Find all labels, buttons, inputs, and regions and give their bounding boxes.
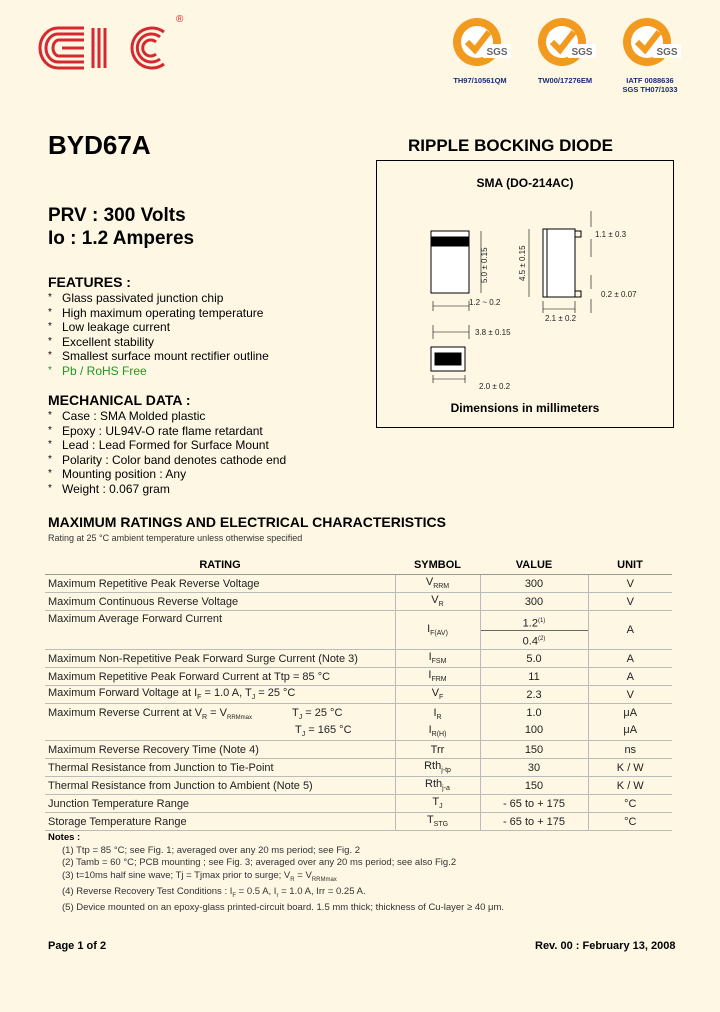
note-3: (3) t=10ms half sine wave; Tj = Tjmax prior to surge; $V_R = V_{RRMmax}$ xyxy=(62,869,337,883)
table-row: Maximum Reverse Recovery Time (Note 4) Trr 150 ns xyxy=(45,741,672,759)
list-item: * Case : SMA Molded plastic xyxy=(48,409,286,424)
table-row: Thermal Resistance from Junction to Tie-Point Rth$_{j-tp}$ 30 K / W xyxy=(45,759,672,777)
list-item: * Excellent stability xyxy=(48,335,269,350)
cert-code-2: TW00/17276EM xyxy=(537,76,593,85)
sgs-cert-icon xyxy=(447,14,513,74)
col-symbol: SYMBOL xyxy=(395,555,480,575)
list-item: * Low leakage current xyxy=(48,320,269,335)
package-outline-drawing xyxy=(377,161,673,427)
dim-overall-width: 3.8 ± 0.15 xyxy=(475,328,511,337)
col-value: VALUE xyxy=(480,555,588,575)
notes xyxy=(48,832,504,915)
table-row: Storage Temperature Range $T_{STG}$ - 65 to + 175 °C xyxy=(45,813,672,831)
cert-code-1: TH97/10561QM xyxy=(453,76,507,85)
list-item: * Smallest surface mount rectifier outline xyxy=(48,349,269,364)
dim-lead-thickness: 0.2 ± 0.07 xyxy=(601,290,637,299)
table-row: Maximum Repetitive Peak Reverse Voltage $V_{RRM}$ 300 V xyxy=(45,575,672,593)
svg-text:SGS: SGS xyxy=(486,47,508,58)
table-row: Maximum Repetitive Peak Forward Current at Ttp = 85 °C $I_{FRM}$ 11 A xyxy=(45,668,672,686)
package-units-note: Dimensions in millimeters xyxy=(450,401,600,415)
ratings-title: MAXIMUM RATINGS AND ELECTRICAL CHARACTERISTICS xyxy=(48,514,446,530)
list-item: * Polarity : Color band denotes cathode end xyxy=(48,453,286,468)
registered-mark: ® xyxy=(176,14,184,25)
dim-side-width: 2.1 ± 0.2 xyxy=(545,314,577,323)
table-row-forward-voltage: Maximum Forward Voltage at $I_F = 1.0$ A, $T_J = 25$ °C $V_F$ 2.3 V xyxy=(45,686,672,704)
cert-badge-1 xyxy=(440,14,520,85)
list-item-rohs: * Pb / RoHS Free xyxy=(48,364,269,379)
table-row: Maximum Continuous Reverse Voltage $V_R$ 300 V xyxy=(45,593,672,611)
list-item: * Glass passivated junction chip xyxy=(48,291,269,306)
note-4: (4) Reverse Recovery Test Conditions : $I_F = 0.5$ A, $I_r = 1.0$ A, Irr = 0.25 A. xyxy=(62,885,366,899)
key-specs xyxy=(48,204,194,250)
note-2: (2) Tamb = 60 °C; PCB mounting ; see Fig. 3; averaged over any 20 ms period; see also Fig.2 xyxy=(62,857,457,868)
list-item: * Mounting position : Any xyxy=(48,467,286,482)
mechanical-title: MECHANICAL DATA : xyxy=(48,392,191,408)
ratings-subtitle: Rating at 25 °C ambient temperature unless otherwise specified xyxy=(48,533,303,543)
table-header-row xyxy=(45,555,672,575)
note-5: (5) Device mounted on an epoxy-glass printed-circuit board. 1.5 mm thick; thickness of Cu-layer ≥ 40 μm. xyxy=(62,902,505,914)
col-unit: UNIT xyxy=(588,555,672,575)
dim-end-width: 2.0 ± 0.2 xyxy=(479,382,511,391)
list-item: * High maximum operating temperature xyxy=(48,306,269,321)
features-title: FEATURES : xyxy=(48,274,131,290)
table-row-avg-forward: Maximum Average Forward Current $I_{F(AV)}$ 1.2$^{(1)}$ 0.4$^{(2)}$ A xyxy=(45,611,672,650)
dim-lead-length: 1.1 ± 0.3 xyxy=(595,230,627,239)
table-row: Junction Temperature Range $T_J$ - 65 to + 175 °C xyxy=(45,795,672,813)
package-drawing-box xyxy=(376,160,674,428)
dim-side-length: 4.5 ± 0.15 xyxy=(518,245,527,281)
col-rating: RATING xyxy=(45,555,395,575)
ratings-table xyxy=(45,555,672,831)
sgs-cert-icon xyxy=(532,14,598,74)
table-row-reverse-current: Maximum Reverse Current at $V_R = V_{RRMmax}$ $T_J = 25$ °C $T_J = 165$ °C $I_R$ $I_{R(H)}$ 1.0 100 μA μA xyxy=(45,704,672,741)
prv-spec: PRV : 300 Volts xyxy=(48,205,186,226)
list-item: * Lead : Lead Formed for Surface Mount xyxy=(48,438,286,453)
list-item: * Epoxy : UL94V-O rate flame retardant xyxy=(48,424,286,439)
revision-date: Rev. 00 : February 13, 2008 xyxy=(535,940,676,952)
svg-text:SGS: SGS xyxy=(656,47,678,58)
notes-title: Notes : xyxy=(48,832,81,843)
table-row: Thermal Resistance from Junction to Ambient (Note 5) Rth$_{j-a}$ 150 K / W xyxy=(45,777,672,795)
mechanical-list xyxy=(48,409,286,497)
note-1: (1) Ttp = 85 °C; see Fig. 1; averaged over any 20 ms period; see Fig. 2 xyxy=(62,844,361,856)
list-item: * Weight : 0.067 gram xyxy=(48,482,286,497)
io-spec: Io : 1.2 Amperes xyxy=(48,228,195,249)
sgs-cert-icon xyxy=(617,14,683,74)
eic-logo xyxy=(36,20,186,76)
part-number: BYD67A xyxy=(48,130,151,160)
table-row: Maximum Non-Repetitive Peak Forward Surge Current (Note 3) $I_{FSM}$ 5.0 A xyxy=(45,650,672,668)
cert-code-3: IATF 0088636 SGS TH07/1033 xyxy=(622,76,678,94)
dim-lead-width: 1.2 ~ 0.2 xyxy=(469,298,501,307)
cert-badge-2 xyxy=(525,14,605,85)
features-list xyxy=(48,291,269,379)
dim-body-length: 5.0 ± 0.15 xyxy=(480,247,489,283)
package-title: SMA (DO-214AC) xyxy=(476,176,574,190)
page-number: Page 1 of 2 xyxy=(48,940,107,952)
cert-badge-3 xyxy=(610,14,690,94)
device-description: RIPPLE BOCKING DIODE xyxy=(408,136,613,155)
svg-text:SGS: SGS xyxy=(571,47,593,58)
